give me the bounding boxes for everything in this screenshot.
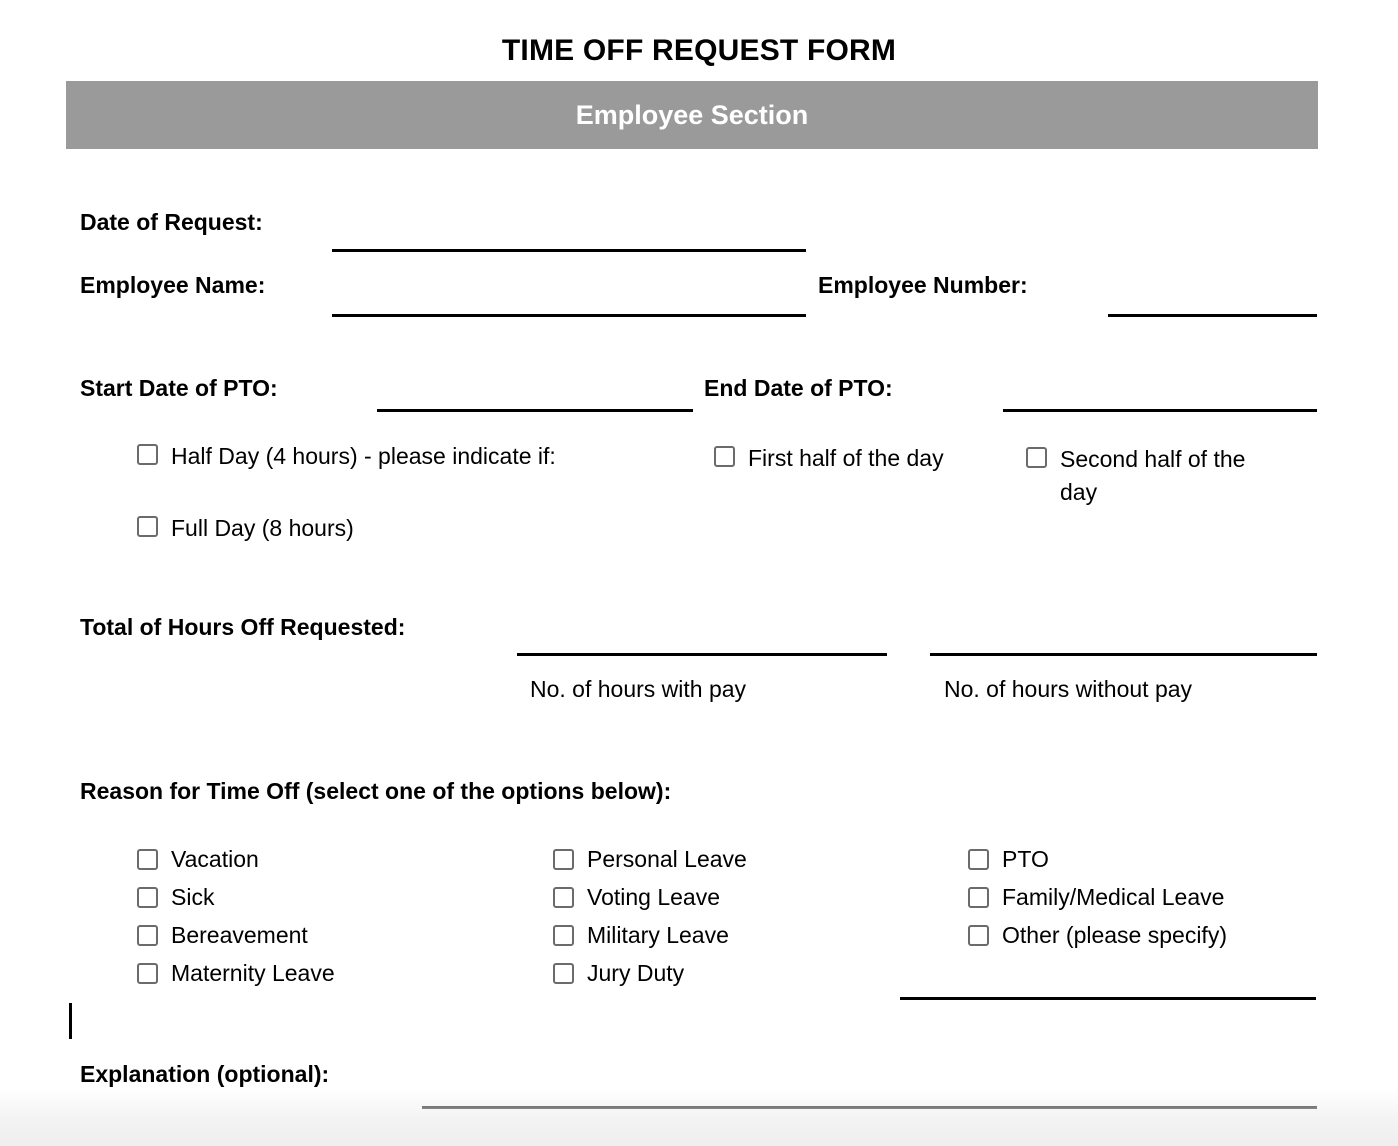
reason-column-2	[553, 840, 747, 992]
explanation-input[interactable]	[422, 1106, 1317, 1109]
checkbox-vacation-icon[interactable]	[137, 849, 158, 870]
date-of-request-input[interactable]	[332, 249, 806, 252]
hours-without-pay-input[interactable]	[930, 653, 1317, 656]
employee-number-label: Employee Number:	[818, 272, 1028, 298]
reason-option-other-label: Other (please specify)	[1002, 922, 1227, 948]
checkbox-full-day-label: Full Day (8 hours)	[171, 515, 354, 541]
page-title: TIME OFF REQUEST FORM	[501, 34, 897, 67]
reason-column-1	[137, 840, 335, 992]
reason-option-maternity-leave-label: Maternity Leave	[171, 960, 335, 986]
reason-option-jury-duty[interactable]	[553, 954, 747, 992]
total-hours-off-requested-label: Total of Hours Off Requested:	[80, 614, 406, 640]
checkbox-first-half-of-day-label: First half of the day	[748, 445, 944, 471]
reason-option-other[interactable]	[968, 916, 1227, 954]
hours-without-pay-caption: No. of hours without pay	[944, 676, 1193, 702]
employee-section-header-label: Employee Section	[575, 99, 809, 130]
reason-option-pto[interactable]	[968, 840, 1227, 878]
start-date-of-pto-input[interactable]	[377, 409, 693, 412]
checkbox-row-full-day[interactable]	[137, 512, 537, 545]
checkbox-half-day-label: Half Day (4 hours) - please indicate if:	[171, 443, 556, 469]
checkbox-bereavement-icon[interactable]	[137, 925, 158, 946]
reason-option-voting-leave-label: Voting Leave	[587, 884, 721, 910]
checkbox-sick-icon[interactable]	[137, 887, 158, 908]
employee-name-input[interactable]	[332, 314, 806, 317]
reason-option-bereavement[interactable]	[137, 916, 335, 954]
checkbox-military-leave-icon[interactable]	[553, 925, 574, 946]
hours-with-pay-caption: No. of hours with pay	[530, 676, 747, 702]
hours-with-pay-input[interactable]	[517, 653, 887, 656]
reason-column-3	[968, 840, 1227, 954]
checkbox-pto-icon[interactable]	[968, 849, 989, 870]
employee-name-label: Employee Name:	[80, 272, 266, 298]
end-date-of-pto-input[interactable]	[1003, 409, 1317, 412]
reason-option-vacation-label: Vacation	[171, 846, 259, 872]
text-caret-icon	[69, 1003, 72, 1039]
checkbox-maternity-leave-icon[interactable]	[137, 963, 158, 984]
end-date-of-pto-label: End Date of PTO:	[704, 375, 893, 401]
checkbox-second-half-of-day-label: Second half of the day	[1060, 446, 1246, 505]
reason-option-military-leave-label: Military Leave	[587, 922, 729, 948]
reason-option-personal-leave-label: Personal Leave	[587, 846, 747, 872]
checkbox-half-day-icon[interactable]	[137, 444, 158, 465]
checkbox-personal-leave-icon[interactable]	[553, 849, 574, 870]
checkbox-row-second-half-of-day[interactable]	[1026, 443, 1276, 509]
checkbox-jury-duty-icon[interactable]	[553, 963, 574, 984]
reason-option-voting-leave[interactable]	[553, 878, 747, 916]
checkbox-other-icon[interactable]	[968, 925, 989, 946]
reason-option-military-leave[interactable]	[553, 916, 747, 954]
reason-option-sick[interactable]	[137, 878, 335, 916]
checkbox-first-half-of-day-icon[interactable]	[714, 446, 735, 467]
employee-number-input[interactable]	[1108, 314, 1317, 317]
reason-option-family-medical-leave-label: Family/Medical Leave	[1002, 884, 1225, 910]
date-of-request-label: Date of Request:	[80, 209, 263, 235]
reason-option-pto-label: PTO	[1002, 846, 1049, 872]
start-date-of-pto-label: Start Date of PTO:	[80, 375, 278, 401]
checkbox-voting-leave-icon[interactable]	[553, 887, 574, 908]
employee-section-header	[66, 81, 1318, 149]
reason-option-maternity-leave[interactable]	[137, 954, 335, 992]
checkbox-second-half-of-day-icon[interactable]	[1026, 447, 1047, 468]
reason-for-time-off-heading: Reason for Time Off (select one of the options below):	[80, 778, 672, 804]
reason-option-bereavement-label: Bereavement	[171, 922, 308, 948]
checkbox-row-first-half-of-day[interactable]	[714, 442, 969, 475]
page-bottom-shadow	[0, 1088, 1398, 1146]
explanation-label: Explanation (optional):	[80, 1061, 330, 1087]
checkbox-full-day-icon[interactable]	[137, 516, 158, 537]
reason-option-jury-duty-label: Jury Duty	[587, 960, 685, 986]
checkbox-family-medical-leave-icon[interactable]	[968, 887, 989, 908]
other-specify-input[interactable]	[900, 997, 1316, 1000]
reason-option-sick-label: Sick	[171, 884, 215, 910]
reason-option-personal-leave[interactable]	[553, 840, 747, 878]
checkbox-row-half-day[interactable]	[137, 440, 697, 473]
reason-option-vacation[interactable]	[137, 840, 335, 878]
reason-option-family-medical-leave[interactable]	[968, 878, 1227, 916]
